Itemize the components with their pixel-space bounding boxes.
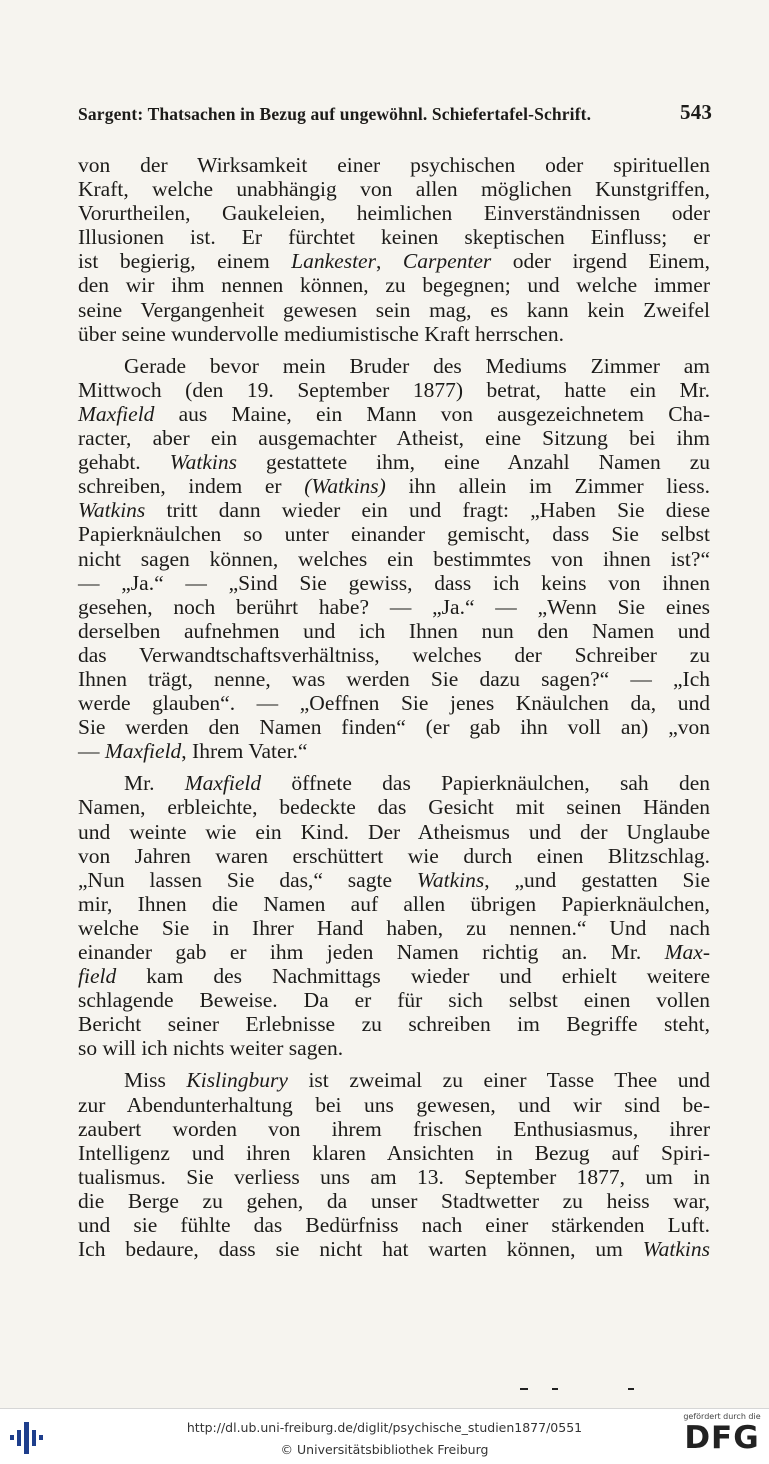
text-run: gehabt. (78, 450, 170, 475)
text-run: — „Ja.“ — „Sind Sie gewiss, dass ich keins von ihnen (78, 570, 710, 595)
text-run: Sie werden den Namen finden“ (er gab ihn voll an) „von (78, 715, 710, 740)
text-line (78, 1068, 710, 1092)
paragraph (78, 153, 710, 346)
text-run: gesehen, noch berührt habe? — „Ja.“ — „Wenn Sie eines (78, 594, 710, 619)
text-line (78, 1237, 710, 1261)
text-run: oder irgend Einem, (491, 249, 710, 274)
dfg-logo (681, 1412, 763, 1455)
text-run: aus Maine, ein Mann von ausgezeichnetem Cha- (154, 401, 710, 426)
text-line (78, 868, 710, 892)
funder-name: DFG (684, 1420, 760, 1456)
text-run: werde glauben“. — „Oeffnen Sie jenes Knäulchen da, und (78, 691, 710, 716)
text-run: Intelligenz und ihren klaren Ansichten in Bezug auf Spiri- (78, 1140, 710, 1165)
text-line (78, 402, 710, 426)
text-run: derselben aufnehmen und ich Ihnen nun den Namen und (78, 618, 710, 643)
italic-name: Watkins (416, 867, 485, 892)
text-run: die Berge zu gehen, da unser Stadtwetter zu heiss war, (78, 1188, 710, 1213)
text-line (78, 1213, 710, 1237)
paragraph-gap (78, 763, 710, 771)
text-run: Miss (124, 1068, 187, 1093)
running-header (78, 100, 712, 125)
text-line (78, 153, 710, 177)
text-line (78, 571, 710, 595)
text-run: Vorurtheilen, Gaukeleien, heimlichen Einverständnissen oder (78, 201, 710, 226)
text-run: nicht sagen können, welches ein bestimmtes von ihnen ist?“ (78, 546, 710, 571)
text-run: ist zweimal zu einer Tasse Thee und (287, 1068, 711, 1093)
italic-name: Carpenter (402, 249, 492, 274)
text-line (78, 988, 710, 1012)
italic-name: Watkins (642, 1237, 710, 1262)
text-line (78, 1117, 710, 1141)
text-run: Kraft, welche unabhängig von allen möglichen Kunstgriffen, (78, 177, 710, 202)
italic-name: Lankester (291, 249, 376, 274)
text-run: und sie fühlte das Bedürfniss nach einer stärkenden Luft. (78, 1213, 710, 1238)
text-run: „Nun lassen Sie das,“ sagte (78, 867, 417, 892)
text-line (78, 378, 710, 402)
scan-speck (628, 1388, 634, 1390)
text-line (78, 1165, 710, 1189)
permalink-url[interactable]: http://dl.ub.uni-freiburg.de/diglit/psychische_studien1877/0551 (186, 1420, 583, 1435)
text-line (78, 771, 710, 795)
text-line (78, 1189, 710, 1213)
copyright-notice: © Universitätsbibliothek Freiburg (280, 1442, 489, 1457)
text-run: zaubert worden von ihrem frischen Enthusiasmus, ihrer (78, 1116, 710, 1141)
text-line (78, 354, 710, 378)
italic-name: Watkins (169, 450, 237, 475)
text-run: zur Abendunterhaltung bei uns gewesen, und wir sind be- (78, 1092, 710, 1117)
text-line (78, 225, 710, 249)
text-line (78, 547, 710, 571)
text-line (78, 1093, 710, 1117)
text-run: Ihnen trägt, nenne, was werden Sie dazu sagen?“ — „Ich (78, 666, 710, 691)
text-line (78, 715, 710, 739)
text-line (78, 916, 710, 940)
text-run: ihn allein im Zimmer liess. (385, 474, 710, 499)
italic-name: Max- (664, 940, 710, 964)
text-line (78, 450, 710, 474)
text-run: über seine wundervolle mediumistische Kraft herrschen. (78, 321, 564, 346)
viewer-footer (0, 1408, 769, 1464)
text-line (78, 940, 710, 964)
text-run: den wir ihm nennen können, zu begegnen; und welche immer (78, 273, 710, 298)
text-line (78, 844, 710, 868)
text-run: Gerade bevor mein Bruder des Mediums Zimmer am (124, 353, 710, 378)
text-line (78, 322, 710, 346)
text-run: , (375, 249, 403, 274)
text-run: schreiben, indem er (78, 474, 305, 499)
paragraph-gap (78, 346, 710, 354)
text-line (78, 474, 710, 498)
page-number: 543 (680, 100, 712, 124)
text-run: und weinte wie ein Kind. Der Atheismus und der Unglaube (78, 819, 710, 844)
text-line (78, 964, 710, 988)
text-run: , „und gestatten Sie (484, 867, 710, 892)
scan-speck (520, 1388, 528, 1390)
paragraph (78, 1068, 710, 1261)
funding-note: gefördert durch die (683, 1412, 761, 1421)
text-run: welche Sie in Ihrer Hand haben, zu nennen.“ Und nach (78, 915, 710, 940)
text-line (78, 522, 710, 546)
running-title: Sargent: Thatsachen in Bezug auf ungewöhnl. Schiefertafel-Schrift. (78, 104, 592, 124)
italic-name: Maxfield (78, 401, 155, 426)
text-run: seine Vergangenheit gewesen sein mag, es kann kein Zweifel (78, 297, 710, 322)
text-line (78, 426, 710, 450)
italic-name: Watkins (78, 498, 146, 523)
text-line (78, 619, 710, 643)
text-run: von der Wirksamkeit einer psychischen oder spirituellen (78, 153, 710, 177)
text-run: gestattete ihm, eine Anzahl Namen zu (236, 450, 711, 475)
text-run: tritt dann wieder ein und fragt: „Haben Sie diese (145, 498, 710, 523)
scan-speck (552, 1388, 558, 1390)
text-line (78, 739, 710, 763)
body-text (78, 153, 710, 1261)
text-run: Mr. (124, 771, 185, 796)
text-line (78, 691, 710, 715)
text-run: — (78, 739, 105, 764)
text-line (78, 892, 710, 916)
text-run: Ich bedaure, dass sie nicht hat warten können, um (78, 1237, 643, 1262)
text-run: racter, aber ein ausgemachter Atheist, eine Sitzung bei ihm (78, 426, 710, 451)
paragraph (78, 354, 710, 764)
text-line (78, 498, 710, 522)
text-run: kam des Nachmittags wieder und erhielt weitere (116, 964, 710, 989)
text-line (78, 177, 710, 201)
text-run: öffnete das Papierknäulchen, sah den (261, 771, 710, 796)
text-line (78, 795, 710, 819)
text-line (78, 595, 710, 619)
text-line (78, 1012, 710, 1036)
italic-name: Maxfield (184, 771, 262, 796)
text-line (78, 273, 710, 297)
italic-name: Kislingbury (186, 1068, 288, 1093)
italic-name: field (78, 964, 117, 989)
text-line (78, 1141, 710, 1165)
text-run: ist begierig, einem (78, 249, 292, 274)
text-run: das Verwandtschaftsverhältniss, welches der Schreiber zu (78, 642, 710, 667)
text-line (78, 643, 710, 667)
paragraph-gap (78, 1060, 710, 1068)
text-run: schlagende Beweise. Da er für sich selbst einen vollen (78, 988, 710, 1013)
text-run: von Jahren waren erschüttert wie durch einen Blitzschlag. (78, 843, 710, 868)
text-run: Bericht seiner Erlebnisse zu schreiben im Begriffe steht, (78, 1012, 710, 1037)
text-line (78, 1036, 710, 1060)
text-run: Illusionen ist. Er fürchtet keinen skeptischen Einfluss; er (78, 225, 710, 250)
text-run: einander gab er ihm jeden Namen richtig an. Mr. (78, 940, 665, 964)
text-line (78, 249, 710, 273)
text-line (78, 667, 710, 691)
text-line (78, 298, 710, 322)
italic-name: Maxfield (104, 739, 182, 764)
italic-name: (Watkins) (304, 474, 386, 499)
text-run: , Ihrem Vater.“ (181, 739, 308, 764)
text-run: Namen, erbleichte, bedeckte das Gesicht mit seinen Händen (78, 795, 710, 820)
text-line (78, 201, 710, 225)
paragraph (78, 771, 710, 1060)
text-run: tualismus. Sie verliess uns am 13. September 1877, um in (78, 1164, 710, 1189)
text-run: mir, Ihnen die Namen auf allen übrigen Papierknäulchen, (78, 891, 710, 916)
text-run: Mittwoch (den 19. September 1877) betrat, hatte ein Mr. (78, 377, 710, 402)
text-run: so will ich nichts weiter sagen. (78, 1036, 344, 1061)
text-run: Papierknäulchen so unter einander gemischt, dass Sie selbst (78, 522, 710, 547)
text-line (78, 820, 710, 844)
